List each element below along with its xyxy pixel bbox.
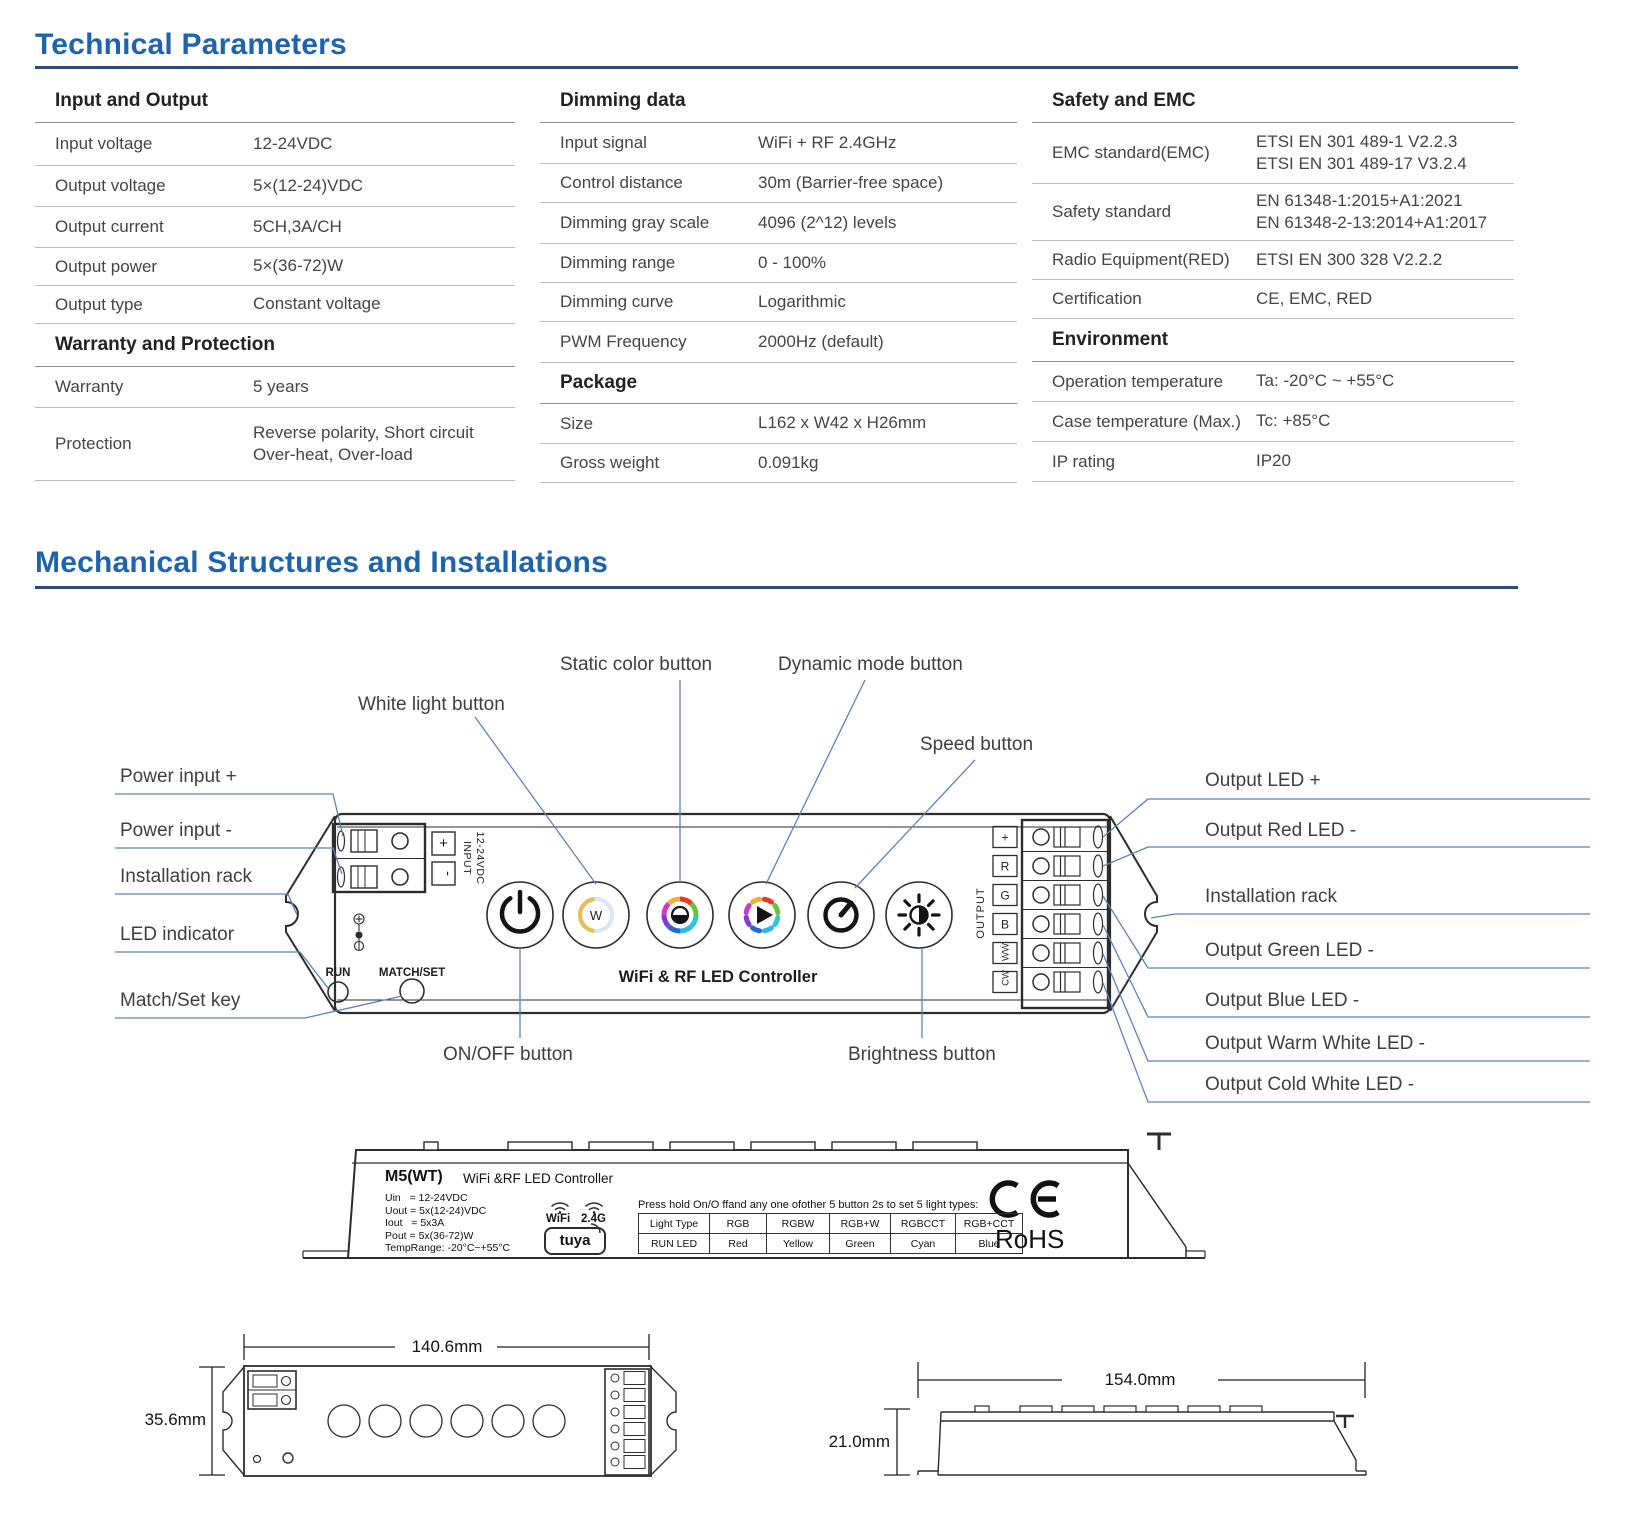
output-word: OUTPUT (975, 887, 987, 939)
row-value-line2: Over-heat, Over-load (253, 445, 413, 464)
row-value: L162 x W42 x H26mm (758, 413, 927, 433)
callout-dynamic-mode-button: Dynamic mode button (778, 654, 963, 675)
row-value: 5×(12-24)VDC (253, 175, 364, 195)
row-label: Radio Equipment(RED) (1052, 250, 1230, 269)
cell: Light Type (639, 1214, 710, 1234)
input-voltage: 12-24VDC (474, 831, 486, 885)
row-label: Output type (55, 294, 143, 314)
terminal-label-plus: + (1001, 830, 1009, 845)
table-section-header: Input and Output (35, 80, 515, 123)
row-value-line1: EN 61348-1:2015+A1:2021 (1256, 190, 1463, 210)
table-section-header: Dimming data (540, 80, 1017, 123)
w-button-label: W (589, 908, 603, 923)
row-label: Dimming curve (560, 292, 674, 311)
callout-output-warm-white: Output Warm White LED - (1205, 1033, 1425, 1054)
installation-rack-right (1110, 816, 1157, 1011)
light-type-note: Press hold On/O ffand any one ofother 5 button 2s to set 5 light types: (638, 1199, 979, 1211)
row-value: Ta: -20°C ~ +55°C (1256, 371, 1395, 391)
table-section-header: Safety and EMC (1032, 80, 1514, 123)
light-type-row (639, 1214, 1023, 1234)
row-value-line2: EN 61348-2-13:2014+A1:2017 (1256, 213, 1488, 232)
installation-rack-left (286, 816, 335, 1011)
callout-installation-rack-left: Installation rack (120, 866, 253, 887)
terminal-label-cw: CW (1000, 970, 1012, 986)
side-view-top-tabs (424, 1142, 977, 1150)
cell: RGB (710, 1214, 767, 1234)
side-screw-icon (1336, 1416, 1354, 1428)
cell: RGB+CCT (956, 1214, 1023, 1234)
device-title: WiFi & RF LED Controller (618, 968, 818, 986)
product-name: WiFi &RF LED Controller (463, 1171, 614, 1186)
row-value: WiFi + RF 2.4GHz (758, 132, 897, 152)
terminal-label-ww: WW (1000, 943, 1012, 961)
callout-output-red: Output Red LED - (1205, 820, 1357, 841)
spec-iout: Iout = 5x3A (385, 1217, 445, 1230)
row-label: Safety standard (1052, 202, 1172, 221)
dim-front-width: 140.6mm (411, 1337, 483, 1356)
row-value: 4096 (2^12) levels (758, 212, 897, 232)
spec-uin: Uin = 12-24VDC (385, 1192, 468, 1204)
heading-mechanical-structures: Mechanical Structures and Installations (35, 546, 608, 579)
row-label: Output voltage (55, 176, 166, 195)
row-value: Tc: +85°C (1256, 411, 1331, 431)
row-value: 30m (Barrier-free space) (758, 172, 944, 192)
callout-output-cold-white: Output Cold White LED - (1205, 1074, 1415, 1095)
spec-lines (385, 1192, 510, 1255)
row-label: Output power (55, 256, 158, 276)
row-value: Constant voltage (253, 294, 381, 314)
row-value: 5 years (253, 376, 309, 396)
row-value: 0 - 100% (758, 252, 827, 272)
input-minus-label: - (439, 871, 457, 876)
side-top-tabs (975, 1406, 1262, 1412)
row-label: Warranty (55, 377, 124, 396)
row-label: Operation temperature (1052, 371, 1224, 391)
heading-technical-parameters: Technical Parameters (35, 28, 347, 61)
spec-uout: Uout = 5x(12-24)VDC (385, 1204, 487, 1217)
wifi-label: WiFi (546, 1213, 571, 1225)
row-label: EMC standard(EMC) (1052, 143, 1210, 162)
callout-power-input-minus: Power input - (120, 820, 232, 841)
terminal-label-g: G (1000, 888, 1010, 903)
callout-output-green: Output Green LED - (1205, 940, 1374, 961)
model-number: M5(WT) (385, 1168, 443, 1185)
row-value-line1: ETSI EN 301 489-1 V2.2.3 (1256, 131, 1458, 151)
table-section-header: Package (540, 363, 1017, 404)
table-section-header: Environment (1032, 319, 1514, 362)
dim-front-height: 35.6mm (144, 1410, 206, 1429)
table-section-header: Warranty and Protection (35, 324, 515, 367)
callout-installation-rack-right: Installation rack (1205, 886, 1338, 907)
row-value-line2: ETSI EN 301 489-17 V3.2.4 (1256, 154, 1467, 173)
cell: RGBW (767, 1214, 830, 1234)
callout-led-indicator: LED indicator (120, 924, 235, 945)
row-value: 5×(36-72)W (253, 256, 344, 276)
row-label: Dimming range (560, 253, 676, 272)
row-label: Control distance (560, 173, 683, 192)
row-label: Protection (55, 434, 132, 453)
row-label: PWM Frequency (560, 332, 687, 351)
wifi-band-label: 2.4G (581, 1213, 606, 1225)
row-value: CE, EMC, RED (1256, 288, 1373, 308)
row-label: Size (560, 413, 594, 433)
terminal-label-r: R (1000, 859, 1010, 874)
cell: Cyan (891, 1234, 956, 1254)
terminal-label-b: B (1000, 917, 1010, 932)
row-value: IP20 (1256, 451, 1291, 471)
row-label: Gross weight (560, 453, 660, 472)
rohs-mark: RoHS (995, 1224, 1065, 1254)
row-value: 0.091kg (758, 452, 819, 472)
row-label: Case temperature (Max.) (1052, 411, 1241, 431)
row-value: ETSI EN 300 328 V2.2.2 (1256, 249, 1443, 269)
row-label: IP rating (1052, 451, 1116, 471)
row-label: Input voltage (55, 134, 153, 153)
match-set-label: MATCH/SET (378, 967, 446, 979)
row-value: 5CH,3A/CH (253, 216, 342, 236)
callout-white-light-button: White light button (358, 694, 505, 715)
callout-output-led-plus: Output LED + (1205, 770, 1321, 791)
spec-pout: Pout = 5x(36-72)W (385, 1229, 474, 1242)
row-value: 12-24VDC (253, 133, 333, 153)
input-plus-label: + (439, 835, 448, 852)
cell: Red (710, 1234, 767, 1254)
row-label: Certification (1052, 289, 1142, 308)
dim-side-height: 21.0mm (828, 1432, 890, 1451)
spec-temprange: TempRange: -20°C~+55°C (385, 1242, 511, 1255)
cell: Blue (956, 1234, 1023, 1254)
row-label: Output current (55, 217, 164, 236)
row-value: Logarithmic (758, 291, 846, 311)
row-label: Dimming gray scale (560, 213, 710, 232)
dim-side-length: 154.0mm (1104, 1370, 1176, 1389)
cell: RGB+W (830, 1214, 891, 1234)
callout-match-set-key: Match/Set key (120, 990, 241, 1011)
callout-speed-button: Speed button (920, 734, 1034, 755)
cell: RGBCCT (891, 1214, 956, 1234)
row-value: 2000Hz (default) (758, 331, 884, 351)
run-led-row (639, 1234, 1023, 1254)
row-label: Input signal (560, 133, 647, 152)
input-word: INPUT (461, 841, 473, 875)
cell: Green (830, 1234, 891, 1254)
run-label: RUN (325, 967, 351, 979)
row-value-line1: Reverse polarity, Short circuit (253, 422, 474, 442)
cell: RUN LED (639, 1234, 710, 1254)
callout-brightness-button: Brightness button (848, 1044, 996, 1065)
cell: Yellow (767, 1234, 830, 1254)
callout-on-off-button: ON/OFF button (443, 1044, 573, 1065)
tuya-logo-text: tuya (559, 1232, 591, 1249)
callout-power-input-plus: Power input + (120, 766, 237, 787)
callout-output-blue: Output Blue LED - (1205, 990, 1360, 1011)
callout-static-color-button: Static color button (560, 654, 713, 675)
light-type-table (638, 1213, 1023, 1254)
mounting-screw (1147, 1134, 1171, 1150)
